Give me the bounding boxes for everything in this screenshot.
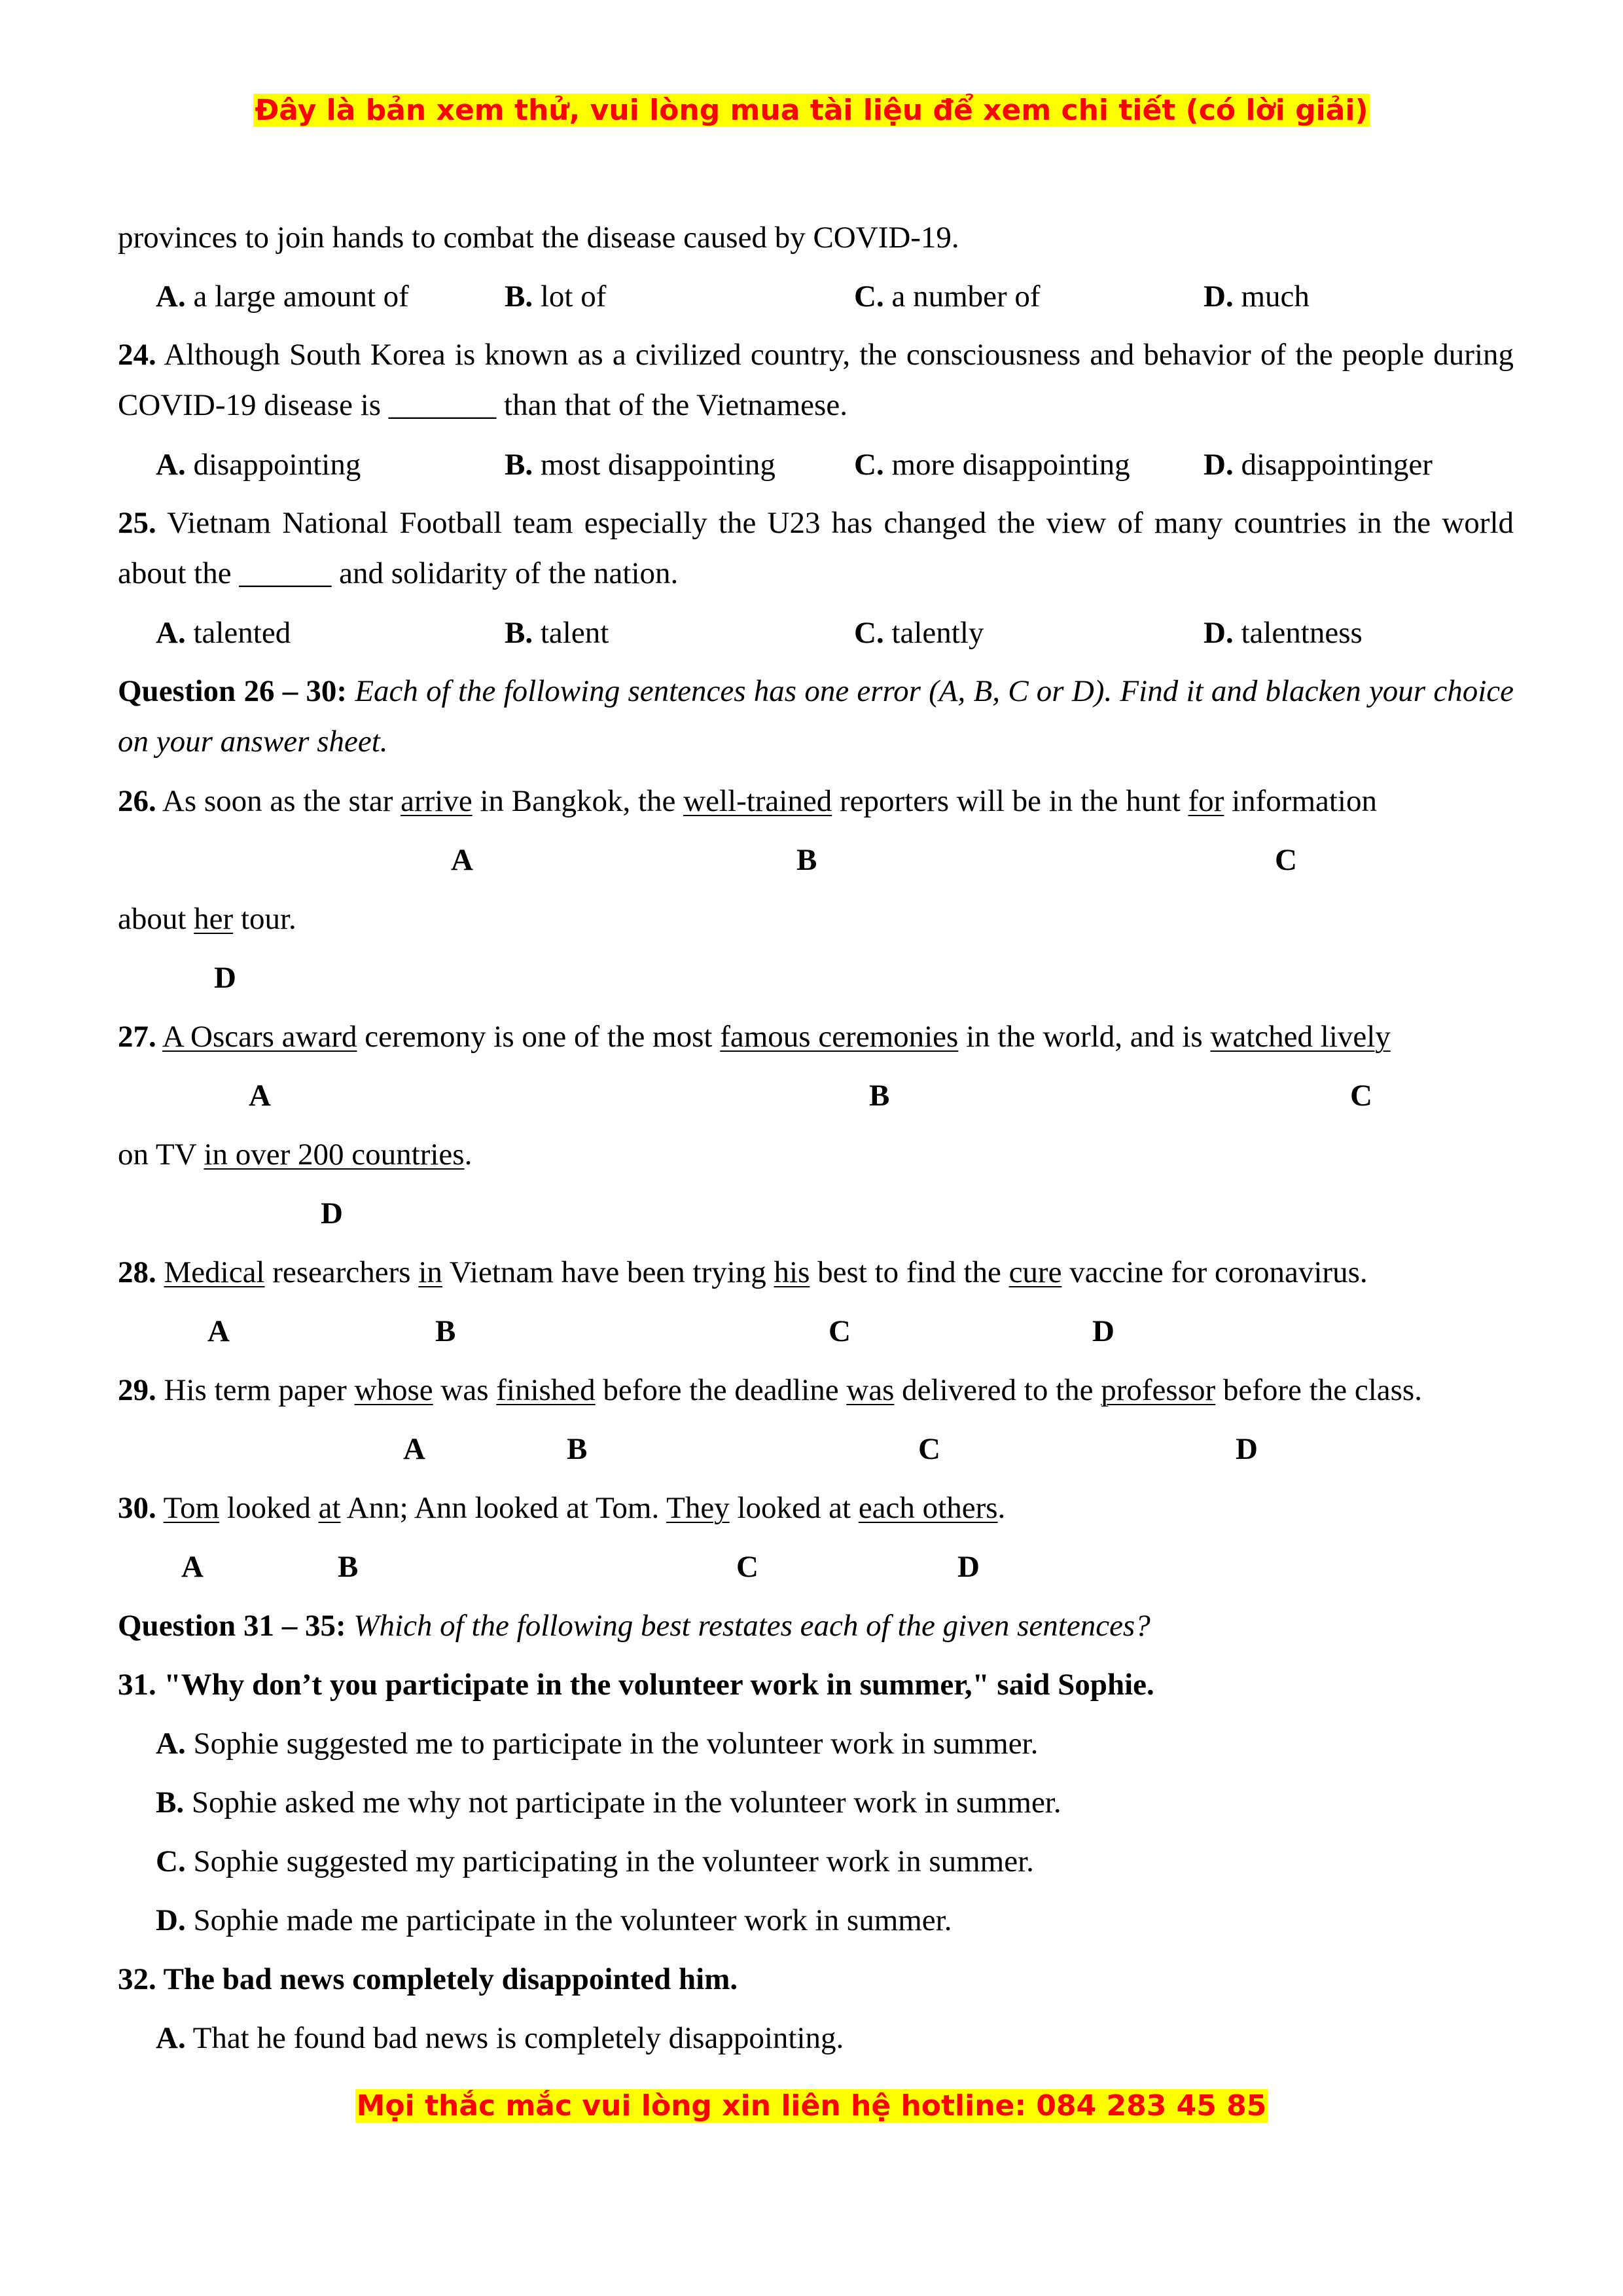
q29-underline-b: finished (496, 1373, 596, 1407)
q26-letters-line-2 (118, 948, 1514, 1007)
q28-sentence: 28. Medical researchers in Vietnam have been trying his best to find the cure vaccine for coronavirus. (118, 1255, 1368, 1289)
q28-underline-b: in (418, 1255, 442, 1289)
q29-underline-a: whose (354, 1373, 433, 1407)
q32-option-a[interactable]: A. That he found bad news is completely disappointing. (156, 2021, 844, 2055)
q27-sentence-line-1: 27. A Oscars award ceremony is one of the most famous ceremonies in the world, and is watched lively (118, 1020, 1391, 1054)
q26-letter-a[interactable]: A (451, 843, 473, 877)
q23-option-c[interactable]: C. a number of (854, 279, 1041, 314)
q27-underline-a: A Oscars award (162, 1020, 357, 1054)
q27-underline-b: famous ceremonies (720, 1020, 959, 1054)
q27-letter-b[interactable]: B (869, 1079, 890, 1113)
q23-option-a[interactable]: A. a large amount of (156, 279, 409, 314)
q27-sentence-line-2: on TV in over 200 countries. (118, 1138, 473, 1172)
q31-stem: 31. "Why don’t you participate in the volunteer work in summer," said Sophie. (118, 1668, 1154, 1702)
q29-underline-c: was (846, 1373, 895, 1407)
q27-letter-c[interactable]: C (1350, 1079, 1372, 1113)
hotline-notice-banner (0, 2089, 1623, 2123)
q30-underline-a: Tom (163, 1491, 220, 1525)
q30-letter-c[interactable]: C (736, 1550, 758, 1584)
q25-option-b[interactable]: B. talent (505, 616, 609, 650)
q28-underline-d: cure (1008, 1255, 1062, 1289)
q24-option-b[interactable]: B. most disappointing (505, 448, 776, 482)
q26-letter-b[interactable]: B (796, 843, 817, 877)
q24-stem: 24. Although South Korea is known as a civilized country, the consciousness and behavior of the people during COVID-19 disease is _______ than that of the Vietnamese. (118, 338, 1514, 422)
q23-options (118, 267, 1514, 326)
q30-underline-d: each others (858, 1491, 998, 1525)
q25-option-c[interactable]: C. talently (854, 616, 984, 650)
q29-letter-a[interactable]: A (403, 1432, 425, 1466)
q27-letter-a[interactable]: A (249, 1079, 271, 1113)
q29-letter-d[interactable]: D (1236, 1432, 1258, 1466)
q26-sentence-line-2: about her tour. (118, 902, 296, 936)
q28-underline-c: his (774, 1255, 810, 1289)
q29-letter-b[interactable]: B (567, 1432, 588, 1466)
q28-letter-d[interactable]: D (1092, 1314, 1115, 1348)
section-26-30-heading: Question 26 – 30: Each of the following sentences has one error (A, B, C or D). Find it and blacken your choice on your answer sheet. (118, 674, 1514, 759)
q23-stem: provinces to join hands to combat the disease caused by COVID-19. (118, 221, 959, 255)
exam-body (118, 208, 1514, 2068)
q26-underline-a: arrive (401, 784, 473, 818)
q25-option-d[interactable]: D. talentness (1204, 616, 1363, 650)
q28-letter-a[interactable]: A (207, 1314, 230, 1348)
hotline-notice-text: Mọi thắc mắc vui lòng xin liên hệ hotline: 084 283 45 85 (356, 2089, 1267, 2123)
q28-underline-a: Medical (164, 1255, 265, 1289)
q26-sentence-line-1: 26. As soon as the star arrive in Bangkok, the well-trained reporters will be in the hunt for information (118, 784, 1377, 818)
q24-option-a[interactable]: A. disappointing (156, 448, 361, 482)
q28-letter-c[interactable]: C (829, 1314, 851, 1348)
q26-letters-line-1 (118, 831, 1514, 889)
q24-options (118, 435, 1514, 494)
q30-sentence: 30. Tom looked at Ann; Ann looked at Tom. They looked at each others. (118, 1491, 1006, 1525)
q31-option-c[interactable]: C. Sophie suggested my participating in the volunteer work in summer. (156, 1844, 1034, 1878)
q26-underline-b: well-trained (683, 784, 832, 818)
q27-letter-d[interactable]: D (321, 1196, 343, 1230)
q25-options (118, 603, 1514, 662)
q26-underline-c: for (1188, 784, 1224, 818)
preview-notice-banner (0, 94, 1623, 127)
q31-option-d[interactable]: D. Sophie made me participate in the volunteer work in summer. (156, 1903, 952, 1937)
q27-letters-line-2 (118, 1184, 1514, 1243)
q29-sentence: 29. His term paper whose was finished before the deadline was delivered to the professor before the class. (118, 1373, 1422, 1407)
q30-letter-a[interactable]: A (181, 1550, 204, 1584)
q28-letters (118, 1302, 1514, 1361)
preview-notice-text: Đây là bản xem thử, vui lòng mua tài liệu để xem chi tiết (có lời giải) (255, 94, 1368, 127)
q30-underline-c: They (666, 1491, 730, 1525)
q27-letters-line-1 (118, 1066, 1514, 1125)
q29-letter-c[interactable]: C (918, 1432, 940, 1466)
q29-letters (118, 1420, 1514, 1479)
q24-option-d[interactable]: D. disappointinger (1204, 448, 1433, 482)
q30-letter-b[interactable]: B (338, 1550, 359, 1584)
q26-letter-d[interactable]: D (214, 961, 236, 995)
q27-underline-c: watched lively (1210, 1020, 1391, 1054)
q28-letter-b[interactable]: B (435, 1314, 456, 1348)
q29-underline-d: professor (1101, 1373, 1216, 1407)
q30-letters (118, 1537, 1514, 1596)
q25-stem: 25. Vietnam National Football team especially the U23 has changed the view of many countries in the world about the ______ and solidarity of the nation. (118, 506, 1514, 590)
q30-underline-b: at (318, 1491, 341, 1525)
q32-stem: 32. The bad news completely disappointed him. (118, 1962, 738, 1996)
q25-option-a[interactable]: A. talented (156, 616, 291, 650)
q27-underline-d: in over 200 countries (204, 1138, 465, 1172)
q26-underline-d: her (194, 902, 234, 936)
q23-option-d[interactable]: D. much (1204, 279, 1310, 314)
q23-option-b[interactable]: B. lot of (505, 279, 607, 314)
q26-letter-c[interactable]: C (1275, 843, 1297, 877)
q31-option-b[interactable]: B. Sophie asked me why not participate in the volunteer work in summer. (156, 1785, 1061, 1820)
q30-letter-d[interactable]: D (957, 1550, 980, 1584)
q31-option-a[interactable]: A. Sophie suggested me to participate in the volunteer work in summer. (156, 1727, 1039, 1761)
q24-option-c[interactable]: C. more disappointing (854, 448, 1130, 482)
section-31-35-heading: Question 31 – 35: Which of the following best restates each of the given sentences? (118, 1609, 1150, 1643)
